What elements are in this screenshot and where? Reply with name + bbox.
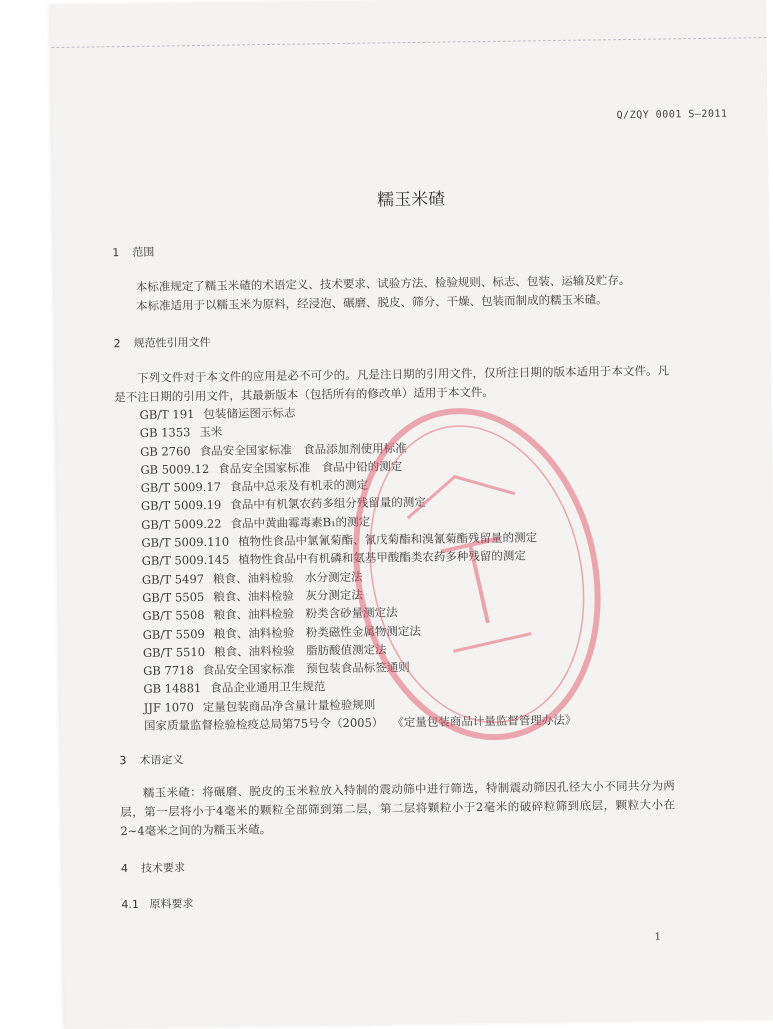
reference-code: GB/T 5497 — [141, 571, 205, 587]
section-1-paragraph-1: 本标准规定了糯玉米碴的术语定义、技术要求、试验方法、检验规则、标志、包装、运输及贮存。 — [135, 272, 631, 294]
section-title: 术语定义 — [139, 753, 184, 767]
reference-list — [139, 398, 684, 735]
reference-code: GB/T 5509 — [142, 626, 205, 642]
reference-title: 植物性食品中有机磷和氨基甲酸酯类农药多种残留的测定 — [238, 548, 526, 567]
section-title: 技术要求 — [140, 861, 186, 875]
section-number: 3 — [119, 754, 127, 768]
reference-title: 食品安全国家标准 食品添加剂使用标准 — [199, 440, 407, 458]
reference-code: GB/T 5505 — [142, 589, 205, 605]
reference-title: 粮食、油料检验 脂肪酸值测定法 — [213, 642, 387, 659]
reference-title: 植物性食品中氯氰菊酯、氰戊菊酯和溴氰菊酯残留量的测定 — [238, 530, 538, 549]
reference-code: 国家质量监督检验检疫总局第75号令（2005） — [143, 715, 384, 733]
reference-code: GB/T 5508 — [142, 608, 205, 624]
reference-code: GB/T 5009.22 — [141, 516, 222, 532]
reference-title: 定量包装商品净含量计量检验规则 — [202, 697, 376, 714]
section-4-heading — [121, 859, 185, 876]
reference-title: 玉米 — [199, 424, 223, 440]
section-number: 2 — [113, 337, 121, 351]
section-1-paragraph-2: 本标准适用于以糯玉米为原料，经浸泡、碾磨、脱皮、筛分、干燥、包装而制成的糯玉米碴。 — [135, 292, 608, 313]
section-number: 4.1 — [121, 897, 140, 912]
reference-title: 食品安全国家标准 预包装食品标签通则 — [202, 660, 410, 678]
section-2-heading — [114, 334, 211, 351]
section-number: 1 — [112, 246, 120, 260]
reference-title: 食品中黄曲霉毒素B₁的测定 — [230, 514, 371, 531]
reference-title: 包装储运图示标志 — [203, 405, 296, 421]
reference-code: GB/T 5510 — [142, 644, 206, 660]
reference-code: GB 14881 — [143, 681, 202, 697]
page-number: 1 — [654, 931, 662, 943]
reference-title: 食品中总汞及有机汞的测定 — [229, 477, 369, 494]
section-title: 范围 — [132, 245, 155, 259]
header-rule — [51, 37, 766, 48]
section-1-heading — [112, 244, 154, 261]
section-2-intro: 下列文件对于本文件的应用是必不可少的。凡是注日期的引用文件，仅所注日期的版本适用于本文件。凡是不注日期的引用文件，其最新版本（包括所有的修改单）适用于本文件。 — [114, 363, 670, 405]
document-title: 糯玉米碴 — [377, 189, 446, 211]
standard-number: Q/ZQY 0001 S—2011 — [616, 108, 728, 122]
section-3-paragraph: 糯玉米碴：将碾磨、脱皮的玉米粒放入特制的震动筛中进行筛选，特制震动筛因孔径大小不同共分为两层，第一层将小于4毫米的颗粒全部筛到第二层，第二层将颗粒小于2毫米的破碎粒筛到底层，颗粒大小在2~4毫米之间的为糯玉米碴。 — [120, 778, 676, 839]
reference-code: GB/T 5009.145 — [141, 552, 230, 569]
reference-title: 粮食、油料检验 水分测定法 — [212, 569, 363, 586]
reference-title: 食品安全国家标准 食品中铅的测定 — [218, 459, 403, 476]
reference-code: GB/T 5009.19 — [140, 498, 222, 514]
reference-code: GB 2760 — [140, 443, 191, 459]
reference-title: 食品中有机氯农药多组分残留量的测定 — [230, 495, 426, 513]
reference-code: GB/T 5009.17 — [140, 479, 222, 496]
reference-code: GB/T 5009.110 — [141, 534, 230, 550]
section-4-1-heading — [121, 895, 193, 912]
reference-code: GB 7718 — [143, 663, 194, 678]
reference-title: 食品企业通用卫生规范 — [210, 679, 326, 696]
section-3-heading — [119, 751, 183, 768]
section-title: 原料要求 — [149, 897, 194, 911]
section-title: 规范性引用文件 — [133, 335, 211, 350]
reference-code: GB 1353 — [139, 425, 191, 441]
reference-title: 粮食、油料检验 粉类磁性金属物测定法 — [213, 623, 421, 641]
section-number: 4 — [120, 862, 129, 876]
document-page — [51, 0, 773, 1029]
reference-code: GB 5009.12 — [140, 461, 210, 477]
reference-title: 粮食、油料检验 灰分测定法 — [213, 587, 363, 604]
reference-code: GB/T 191 — [139, 407, 195, 422]
reference-title: 粮食、油料检验 粉类含砂量测定法 — [213, 605, 398, 623]
reference-code: JJF 1070 — [143, 699, 194, 715]
reference-title: 《定量包装商品计量监督管理办法》 — [392, 712, 577, 730]
